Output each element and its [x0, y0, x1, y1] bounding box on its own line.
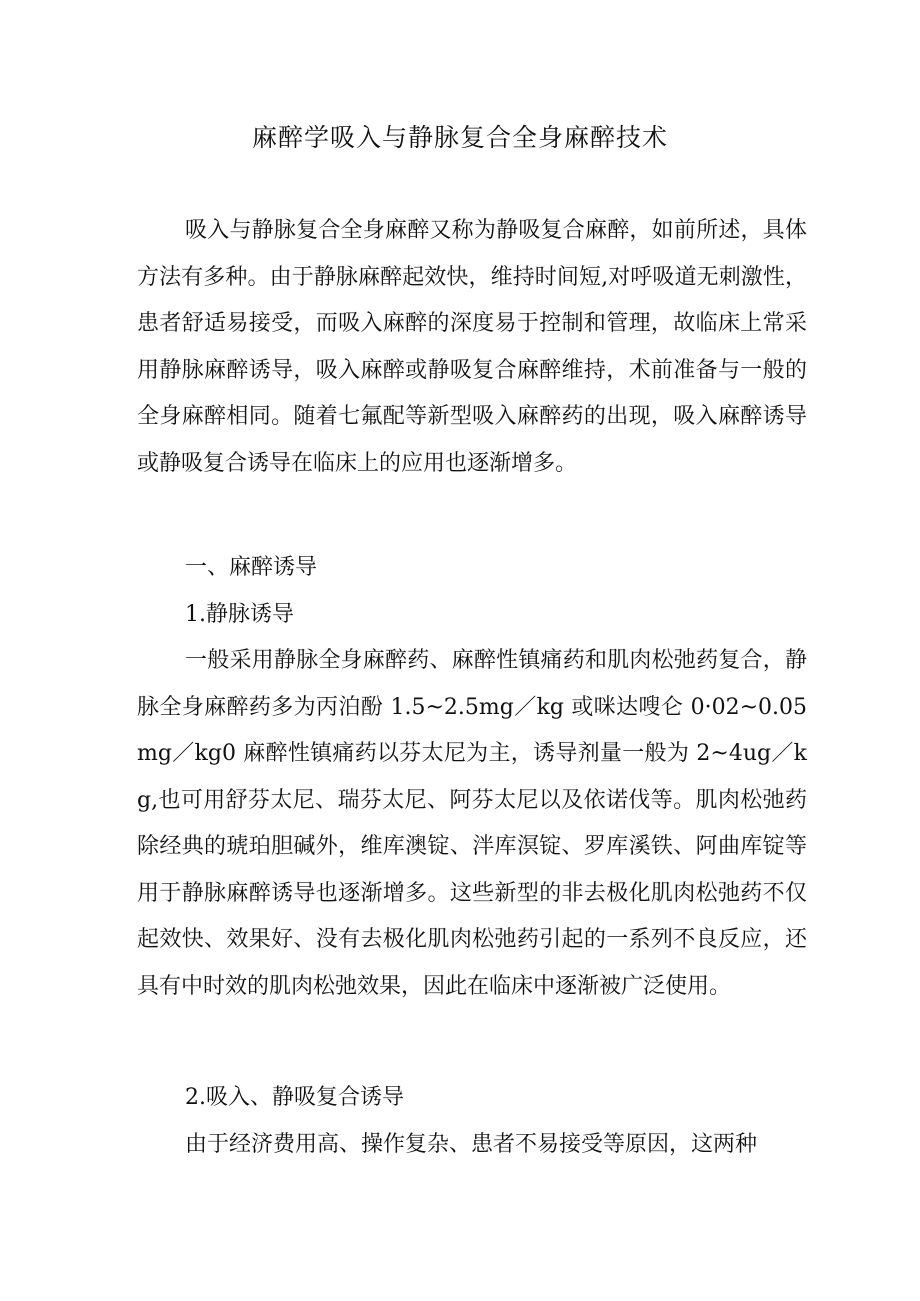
document-title: 麻醉学吸入与静脉复合全身麻醉技术 [251, 123, 668, 152]
iv-induction-paragraph: 一般采用静脉全身麻醉药、麻醉性镇痛药和肌肉松弛药复合，静脉全身麻醉药多为丙泊酚 1.5~2.5mg／kg 或咪达嗖仑 0·02~0.05mg／kg0 麻醉性镇痛药以芬太尼为主，诱导剂量一般为 2~4ug／kg,也可用舒芬太尼、瑞芬太尼、阿芬太尼以及依诺伐等。肌肉松弛药除经典的琥珀胆碱外，维库澳锭、泮库溟锭、罗库溪铁、阿曲库锭等用于静脉麻醉诱导也逐渐增多。这些新型的非去极化肌肉松弛药不仅起效快、效果好、没有去极化肌肉松弛药引起的一系列不良反应，还具有中时效的肌肉松弛效果，因此在临床中逐渐被广泛使用。 [137, 648, 807, 999]
subsection-heading-iv-induction: 1.静脉诱导 [185, 602, 294, 627]
subsection-heading-inhalation-induction: 2.吸入、静吸复合诱导 [185, 1085, 404, 1110]
intro-paragraph: 吸入与静脉复合全身麻醉又称为静吸复合麻醉，如前所述，具体方法有多种。由于静脉麻醉起效快，维持时间短,对呼吸道无刺激性，患者舒适易接受，而吸入麻醉的深度易于控制和管理，故临床上常采用静脉麻醉诱导，吸入麻醉或静吸复合麻醉维持，术前准备与一般的全身麻醉相同。随着七氟配等新型吸入麻醉药的出现，吸入麻醉诱导或静吸复合诱导在临床上的应用也逐渐增多。 [137, 218, 807, 476]
inhalation-induction-paragraph: 由于经济费用高、操作复杂、患者不易接受等原因，这两种 [185, 1132, 758, 1157]
section-heading-induction: 一、麻醉诱导 [185, 555, 318, 580]
